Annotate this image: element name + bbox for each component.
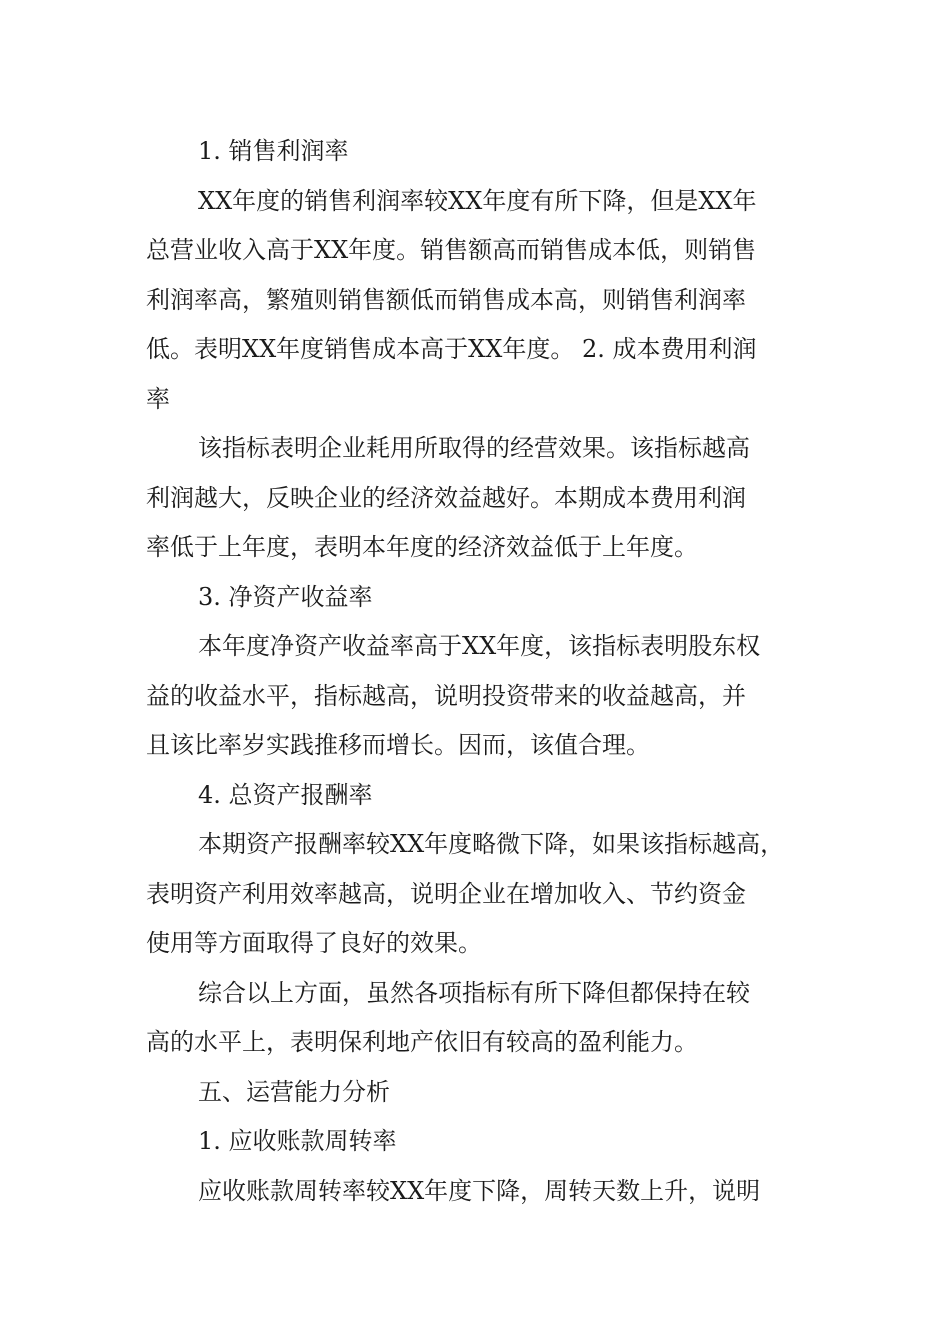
heading-roa: 4. 总资产报酬率 [198,780,373,809]
body-line: 高的水平上，表明保利地产依旧有较高的盈利能力。 [146,1028,698,1056]
body-line: 率 [146,384,170,413]
body-line: 总营业收入高于XX年度。销售额高而销售成本低，则销售 [146,236,757,264]
body-line: 率低于上年度，表明本年度的经济效益低于上年度。 [146,533,698,561]
body-line: 本年度净资产收益率高于XX年度，该指标表明股东权 [198,632,761,660]
document-body [146,127,806,1216]
body-line: 综合以上方面，虽然各项指标有所下降但都保持在较 [198,978,750,1007]
body-line: XX年度的销售利润率较XX年度有所下降，但是XX年 [198,186,757,215]
body-line: 且该比率岁实践推移而增长。因而，该值合理。 [146,731,650,759]
body-line: 本期资产报酬率较XX年度略微下降，如果该指标越高， [198,830,785,858]
body-line: 使用等方面取得了良好的效果。 [146,929,482,957]
body-line: 低。表明XX年度销售成本高于XX年度。 2. 成本费用利润 [146,335,757,363]
heading-receivables-turnover: 1. 应收账款周转率 [198,1127,397,1155]
body-line: 利润率高，繁殖则销售额低而销售成本高，则销售利润率 [146,285,746,314]
heading-sales-profit-rate: 1. 销售利润率 [198,137,349,165]
heading-roe: 3. 净资产收益率 [198,582,373,611]
section-heading-operating-capability: 五、运营能力分析 [198,1077,390,1106]
body-line: 益的收益水平，指标越高，说明投资带来的收益越高，并 [146,681,746,710]
body-line: 利润越大，反映企业的经济效益越好。本期成本费用利润 [146,483,746,512]
body-line: 表明资产利用效率越高，说明企业在增加收入、节约资金 [146,879,746,908]
body-line: 应收账款周转率较XX年度下降，周转天数上升，说明 [198,1176,761,1205]
body-line: 该指标表明企业耗用所取得的经营效果。该指标越高 [198,434,750,462]
